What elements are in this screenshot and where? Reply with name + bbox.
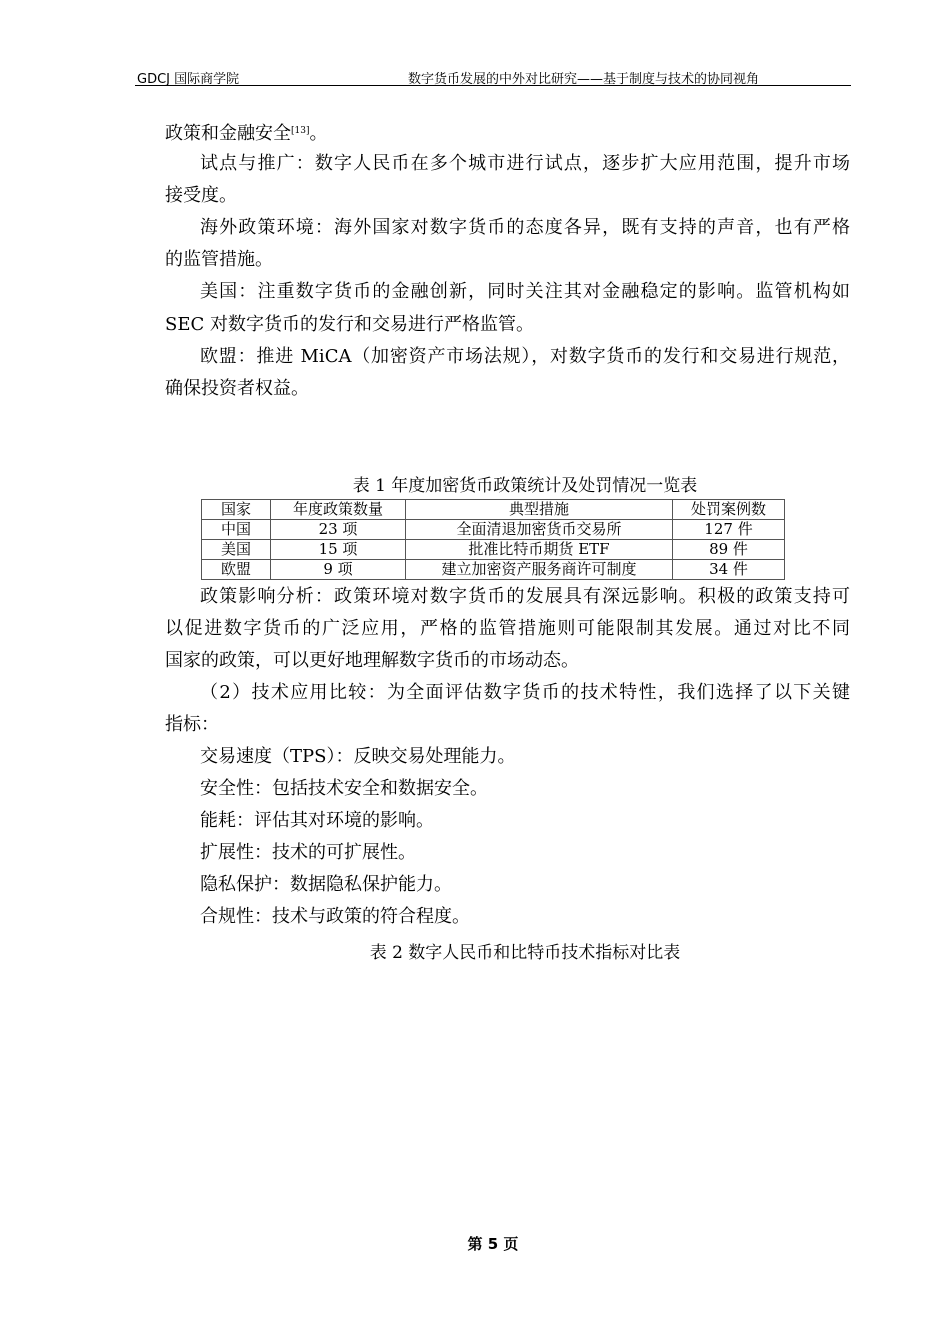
cell: 中国 [202,520,271,540]
cell: 9 项 [271,560,406,580]
cell: 127 件 [673,520,785,540]
paragraph-line: 欧盟：推进 MiCA（加密资产市场法规），对数字货币的发行和交易进行规范， [200,345,850,367]
cell: 34 件 [673,560,785,580]
paragraph-line: 安全性：包括技术安全和数据安全。 [200,778,488,799]
paragraph-line: 政策影响分析：政策环境对数字货币的发展具有深远影响。积极的政策支持可 [200,586,850,607]
paragraph-line: 交易速度（TPS）：反映交易处理能力。 [200,746,516,767]
paragraph-line: 合规性：技术与政策的符合程度。 [200,906,470,927]
citation[interactable]: [13] [291,126,310,136]
paragraph-line: 国家的政策，可以更好地理解数字货币的市场动态。 [165,650,579,671]
paragraph-line: 以促进数字货币的广泛应用，严格的监管措施则可能限制其发展。通过对比不同 [165,618,850,639]
cell: 批准比特币期货 ETF [406,540,673,560]
cell: 全面清退加密货币交易所 [406,520,673,540]
page-number: 第 5 页 [467,1235,519,1253]
paragraph-line: 美国：注重数字货币的金融创新，同时关注其对金融稳定的影响。监管机构如 [200,281,850,303]
table-header-row [202,500,785,520]
header-rule [135,85,851,86]
paragraph-line: 试点与推广：数字人民币在多个城市进行试点，逐步扩大应用范围，提升市场 [200,153,850,174]
table-row [202,560,785,580]
table1 [201,499,785,580]
paragraph-line: 海外政策环境：海外国家对数字货币的态度各异，既有支持的声音，也有严格 [200,217,850,239]
header-cell: 年度政策数量 [271,500,406,520]
paragraph-line: 隐私保护：数据隐私保护能力。 [200,874,452,895]
paragraph-line: 扩展性：技术的可扩展性。 [200,842,416,863]
cell: 15 项 [271,540,406,560]
header-cell: 国家 [202,500,271,520]
cell: 23 项 [271,520,406,540]
paragraph-line: 能耗：评估其对环境的影响。 [200,810,434,831]
table-row [202,520,785,540]
header-cell: 处罚案例数 [673,500,785,520]
paragraph-line: （2）技术应用比较：为全面评估数字货币的技术特性，我们选择了以下关键 [200,682,850,703]
table2-caption: 表 2 数字人民币和比特币技术指标对比表 [369,943,681,963]
paragraph-line: 接受度。 [165,185,237,207]
paragraph-line: 政策和金融安全[13]。 [165,123,328,144]
cell: 欧盟 [202,560,271,580]
paragraph-line: 的监管措施。 [165,249,273,271]
cell: 美国 [202,540,271,560]
cell: 89 件 [673,540,785,560]
cell: 建立加密资产服务商许可制度 [406,560,673,580]
paragraph-line: 确保投资者权益。 [165,377,309,399]
header-cell: 典型措施 [406,500,673,520]
table1-caption: 表 1 年度加密货币政策统计及处罚情况一览表 [352,476,698,496]
paragraph-line: 指标： [165,714,219,735]
header-title: 数字货币发展的中外对比研究——基于制度与技术的协同视角 [408,72,760,87]
paragraph-line: SEC 对数字货币的发行和交易进行严格监管。 [165,313,534,335]
table-row [202,540,785,560]
header-left: GDCJ 国际商学院 [137,72,240,87]
